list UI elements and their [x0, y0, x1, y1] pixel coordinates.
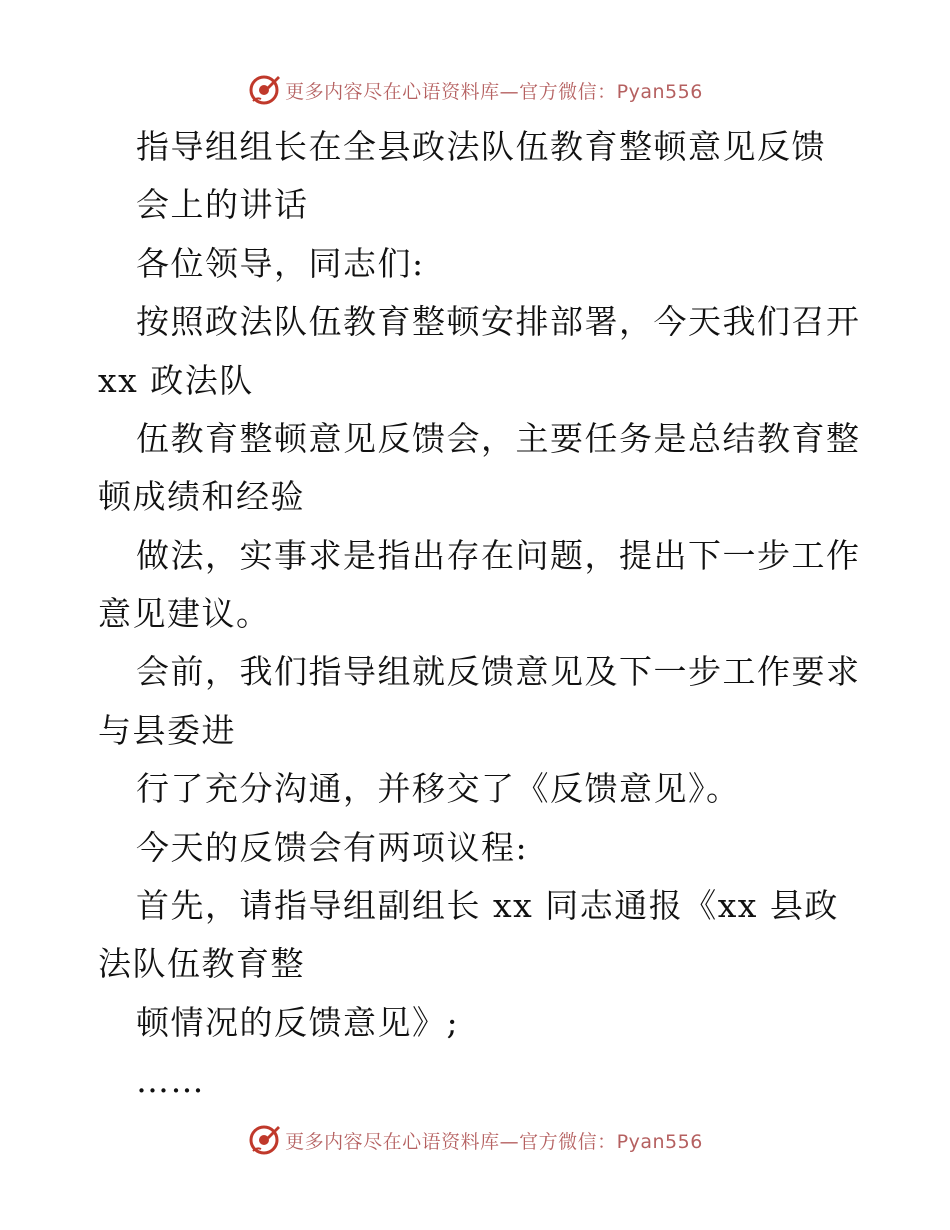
- paragraph-line: 按照政法队伍教育整顿安排部署，今天我们召开: [136, 302, 861, 341]
- pen-logo-icon: [247, 1123, 281, 1157]
- watermark-text: 更多内容尽在心语资料库—官方微信：Pyan556: [285, 80, 703, 103]
- ellipsis-line: ……: [136, 1061, 205, 1100]
- paragraph-line: 与县委进: [98, 711, 236, 750]
- paragraph-line: 伍教育整顿意见反馈会，主要任务是总结教育整: [136, 419, 861, 458]
- watermark-text: 更多内容尽在心语资料库—官方微信：Pyan556: [285, 1130, 703, 1153]
- paragraph-line: 会前，我们指导组就反馈意见及下一步工作要求: [136, 652, 861, 691]
- title-line-1: 指导组组长在全县政法队伍教育整顿意见反馈: [136, 127, 826, 166]
- paragraph-line: 法队伍教育整: [98, 944, 305, 983]
- title-line-2: 会上的讲话: [136, 185, 309, 224]
- paragraph-line: 首先，请指导组副组长 xx 同志通报《xx 县政: [136, 886, 839, 925]
- salutation: 各位领导，同志们:: [136, 244, 425, 283]
- paragraph-line: 意见建议。: [98, 594, 271, 633]
- paragraph-line: 做法，实事求是指出存在问题，提出下一步工作: [136, 536, 861, 575]
- watermark-banner-bottom: [0, 1120, 950, 1160]
- paragraph-line: 顿成绩和经验: [98, 477, 305, 516]
- paragraph-line: 顿情况的反馈意见》;: [136, 1003, 460, 1042]
- paragraph-line: 今天的反馈会有两项议程:: [136, 828, 529, 867]
- paragraph-line: xx 政法队: [98, 361, 254, 400]
- paragraph-line: 行了充分沟通，并移交了《反馈意见》。: [136, 769, 741, 808]
